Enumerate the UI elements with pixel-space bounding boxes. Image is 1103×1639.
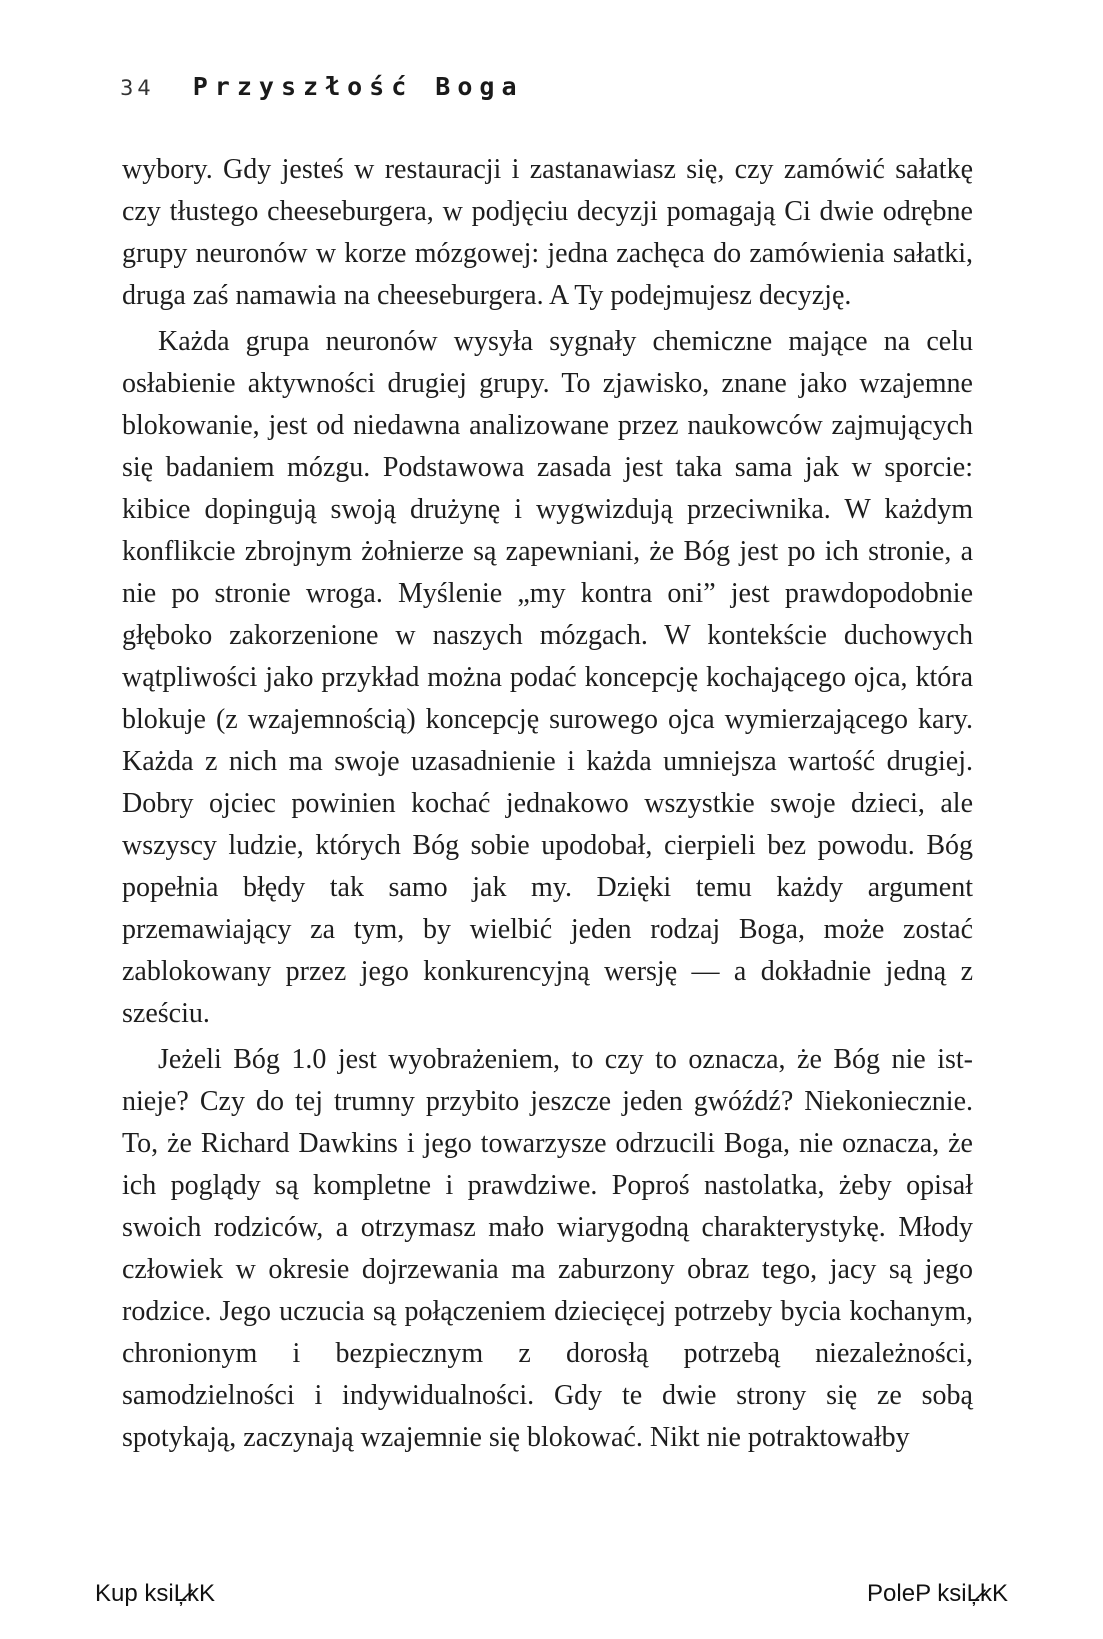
paragraph: wybory. Gdy jesteś w restauracji i zastanawiasz się, czy zamówić sałatkę czy tłustego cheeseburgera, w podjęciu decyzji pomagają Ci dwie odrębne grupy neuronów w korze mózgowej: jedna zachęca do zamówienia sałatki, druga zaś namawia na cheeseburgera. A Ty podejmujesz decyzję. [122,154,973,311]
body-text [122,149,973,1459]
recommend-book-link[interactable]: PoleP ksiĻ̷kK [867,1580,1008,1607]
page-number: 34 [120,76,155,100]
paragraph: Każda grupa neuronów wysyła sygnały chemiczne mające na celu osłabienie aktywności drugiej grupy. To zjawisko, znane jako wzajemne blokowanie, jest od niedawna analizowane przez naukowców zajmujących się badaniem mózgu. Podstawowa zasada jest taka sama jak w sporcie: kibice dopingują swoją drużynę i wygwizdują przeciwnika. W każdym konflikcie zbrojnym żołnierze są zapewniani, że Bóg jest po ich stronie, a nie po stronie wroga. Myślenie „my kontra oni” jest prawdopodobnie głęboko zakorzenione w naszych mózgach. W kontekście duchowych wątpliwości jako przykład można podać koncepcję kochającego ojca, która blokuje (z wzajemnością) koncepcję surowego ojca wymierzającego kary. Każda z nich ma swoje uzasadnienie i każda umniejsza wartość drugiej. Dobry ojciec powinien kochać jednakowo wszystkie swoje dzieci, ale wszyscy ludzie, których Bóg sobie upodobał, cierpieli bez powodu. Bóg popełnia błędy tak samo jak my. Dzięki temu każdy argument przemawiający za tym, by wielbić jeden rodzaj Boga, może zostać zablokowany przez jego konkurencyjną wersję — a dokładnie jedną z sześciu. [122,326,973,1029]
buy-book-link[interactable]: Kup ksiĻ̷kK [95,1580,216,1607]
paragraph: Jeżeli Bóg 1.0 jest wyobrażeniem, to czy to oznacza, że Bóg nie istnieje? Czy do tej trumny przybito jeszcze jeden gwóźdź? Niekoniecznie. To, że Richard Dawkins i jego towarzysze odrzucili Boga, nie oznacza, że ich poglądy są kompletne i prawdziwe. Poproś nastolatka, żeby opisał swoich rodziców, a otrzymasz mało wiarygodną charakterystykę. Młody człowiek w okresie dojrzewania ma zaburzony obraz tego, jacy są jego rodzice. Jego uczucia są połączeniem dziecięcej potrzeby bycia kochanym, chronionym i bezpiecznym z dorosłą potrzebą niezależności, samodzielności i indywidualności. Gdy te dwie strony się ze sobą spotykają, zaczynają wzajemnie się blokować. Nikt nie potraktowałby [122,1044,973,1453]
page-footer [95,1580,1008,1608]
page-header [120,72,524,101]
running-title: Przyszłość Boga [192,72,524,101]
